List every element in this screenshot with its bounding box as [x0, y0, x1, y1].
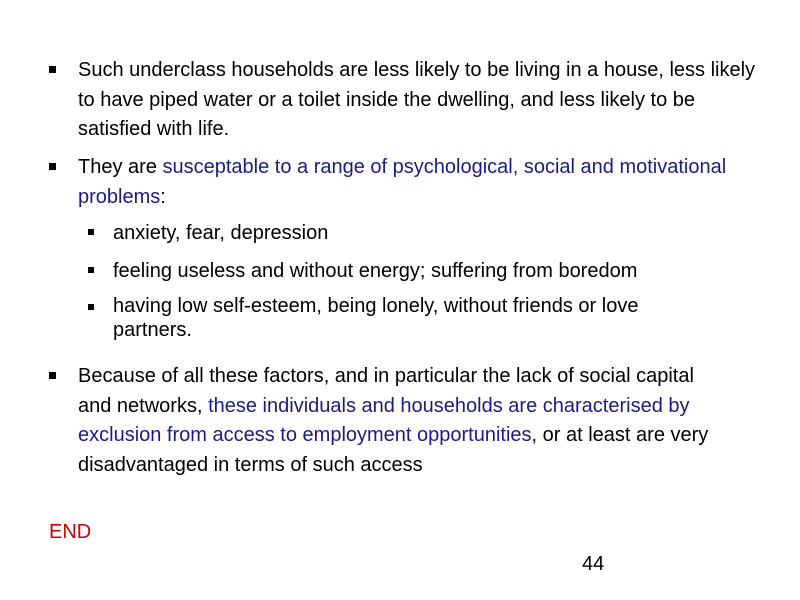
subbullet-marker-2 — [88, 267, 94, 273]
subbullet-marker-1 — [88, 229, 94, 235]
end-label: END — [49, 521, 92, 543]
bullet-3-highlight: these individuals and households are characterised by exclusion from access to employment opportunities — [78, 394, 690, 446]
bullet-marker-2 — [49, 163, 56, 170]
bullet-3-post: , or at least are very disadvantaged in terms of such access — [78, 424, 709, 476]
subbullet-1-text: anxiety, fear, depression — [113, 222, 329, 244]
subbullet-2 — [113, 257, 763, 287]
bullet-marker-1 — [49, 66, 56, 73]
bullet-2-pre: They are — [78, 156, 163, 178]
page-number: 44 — [582, 553, 605, 575]
bullet-3 — [78, 362, 728, 480]
subbullet-3-text: having low self-esteem, being lonely, without friends or love partners. — [113, 295, 639, 341]
bullet-1-text: Such underclass households are less likely to be living in a house, less likely to have piped water or a toilet inside the dwelling, and less likely to be satisfied with life. — [78, 59, 756, 140]
subbullet-marker-3 — [88, 304, 94, 310]
bullet-2-highlight: susceptable to a range of psychological, social and motivational problems — [78, 156, 727, 208]
bullet-3-pre: Because of all these factors, and in particular the lack of social capital and networks, — [78, 365, 694, 417]
bullet-2-post: : — [160, 185, 166, 208]
subbullet-2-text: feeling useless and without energy; suffering from boredom — [113, 260, 638, 282]
subbullet-3 — [113, 294, 713, 342]
subbullet-1 — [113, 219, 763, 249]
bullet-marker-3 — [49, 372, 56, 379]
bullet-2 — [78, 153, 768, 212]
bullet-1 — [78, 56, 768, 145]
